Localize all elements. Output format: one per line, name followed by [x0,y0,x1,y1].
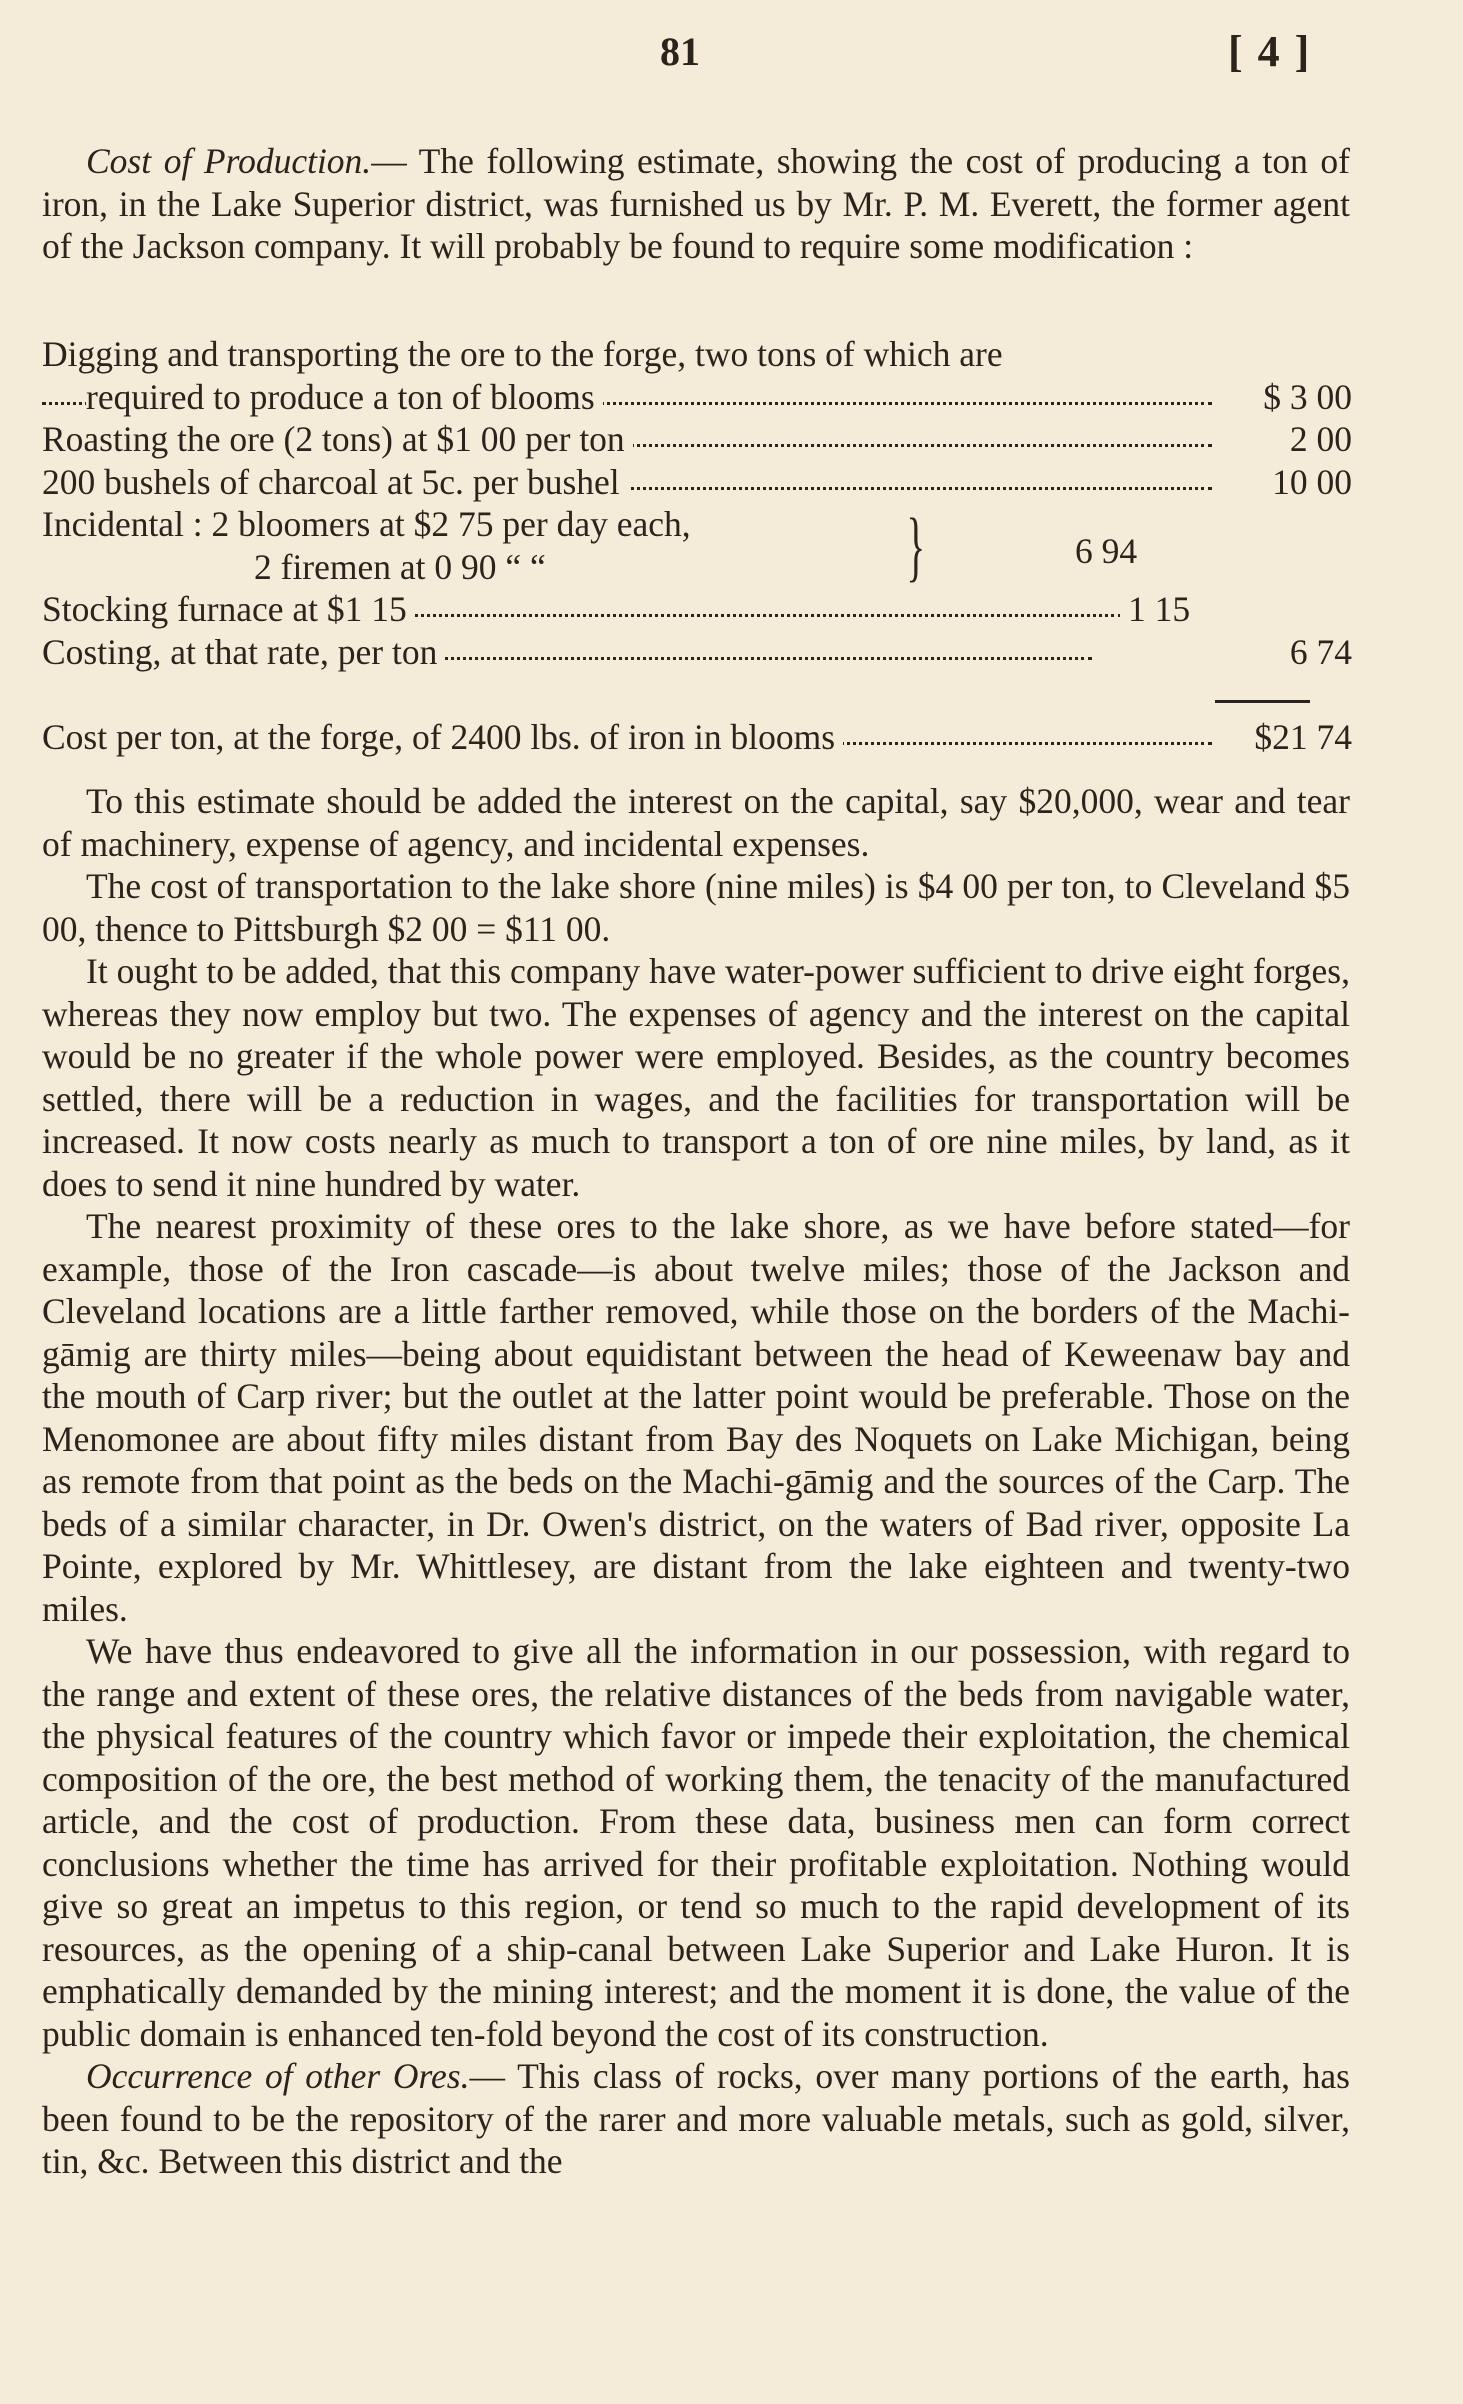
estimate-subamount: 1 15 [1120,588,1190,631]
estimate-amount: 10 00 [1264,461,1352,504]
estimate-amount: 2 00 [1282,418,1352,461]
page-header [0,28,1463,88]
paragraph-proximity: The nearest proximity of these ores to the lake shore, as we have before stated—for example, those of the Iron cascade—is about twelve miles; those of the Jackson and Cleveland locations are a little farther removed, while those on the borders of the Machi-gāmig are thirty miles—being about equidistant between the head of Keweenaw bay and the mouth of Carp river; but the outlet at the latter point would be preferable. Those on the Menomonee are about fifty miles distant from Bay des Noquets on Lake Michigan, being as remote from that point as the beds on the Machi-gāmig and the sources of the Carp. The beds of a similar character, in Dr. Owen's district, on the waters of Bad river, opposite La Pointe, explored by Mr. Whittlesey, are distant from the lake eighteen and twenty-two miles. [42,1206,1350,1629]
intro-text: — The following estimate, showing the cost of producing a ton of iron, in the Lake Superior district, was furnished us by Mr. P. M. Everett, the former agent of the Jackson company. It will probably be found to require some modification : [42,141,1350,266]
estimate-row-digging-line2 [42,376,1352,419]
estimate-total-row [42,716,1352,759]
total-amount: $21 74 [1246,716,1352,758]
estimate-amount: $ 3 00 [1255,376,1352,419]
total-label: Cost per ton, at the forge, of 2400 lbs. of iron in blooms [42,716,843,758]
sum-rule [1215,700,1310,703]
estimate-label: Costing, at that rate, per ton [42,631,445,674]
incidental-amount: 6 94 [1075,531,1138,571]
brace-symbol: } [906,502,926,589]
estimate-row-digging-line1 [42,333,1352,376]
estimate-label: Incidental : 2 bloomers at $2 75 per day each, [42,503,699,546]
page-number: 81 [660,29,700,74]
paragraph-interest: To this estimate should be added the interest on the capital, say $20,000, wear and tear of machinery, expense of agency, and incidental expenses. [42,781,1350,864]
estimate-label: 2 firemen at 0 90 “ “ [254,546,554,589]
section-heading-cost: Cost of Production. [86,141,372,181]
paragraph-transportation: The cost of transportation to the lake shore (nine miles) is $4 00 per ton, to Cleveland $5 00, thence to Pittsburgh $2 00 = $11 00. [42,866,1350,949]
estimate-label: 200 bushels of charcoal at 5c. per bushel [42,461,628,504]
paragraph-other-ores [42,2055,1350,2183]
document-number: [ 4 ] [1228,27,1312,76]
estimate-row-costing [42,631,1352,674]
cost-estimate-table [42,333,1352,673]
estimate-row-roasting [42,418,1352,461]
section-heading-other-ores: Occurrence of other Ores. [86,2056,470,2096]
estimate-label: Stocking furnace at $1 15 [42,588,415,631]
paragraph-water-power: It ought to be added, that this company have water-power sufficient to drive eight forges, whereas they now employ but two. The expenses of agency and the interest on the capital would be no greater if the whole power were employed. Besides, as the country becomes settled, there will be a reduction in wages, and the facilities for transportation will be increased. It now costs nearly as much to transport a ton of ore nine miles, by land, as it does to send it nine hundred by water. [42,951,1350,1204]
other-ores-text: — This class of rocks, over many portions of the earth, has been found to be the repository of the rarer and more valuable metals, such as gold, silver, tin, &c. Between this district and the [42,2056,1350,2181]
estimate-amount: 6 74 [1282,631,1352,674]
estimate-row-charcoal [42,461,1352,504]
estimate-label: Roasting the ore (2 tons) at $1 00 per ton [42,418,633,461]
intro-paragraph [42,140,1350,268]
estimate-row-incidental-line2 [42,546,1352,589]
body-text [42,780,1350,2183]
estimate-label: Digging and transporting the ore to the forge, two tons of which are [42,333,1011,376]
estimate-row-stocking [42,588,1352,631]
paragraph-conclusion: We have thus endeavored to give all the information in our possession, with regard to the range and extent of these ores, the relative distances of the beds from navigable water, the physical features of the country which favor or impede their exploitation, the chemical composition of the ore, the best method of working them, the tenacity of the manufactured article, and the cost of production. From these data, business men can form correct conclusions whether the time has arrived for their profitable exploitation. Nothing would give so great an impetus to this region, or tend so much to the rapid development of its resources, as the opening of a ship-canal between Lake Superior and Lake Huron. It is emphatically demanded by the mining interest; and the moment it is done, the value of the public domain is enhanced ten-fold beyond the cost of its construction. [42,1631,1350,2054]
estimate-label: required to produce a ton of blooms [86,376,603,419]
